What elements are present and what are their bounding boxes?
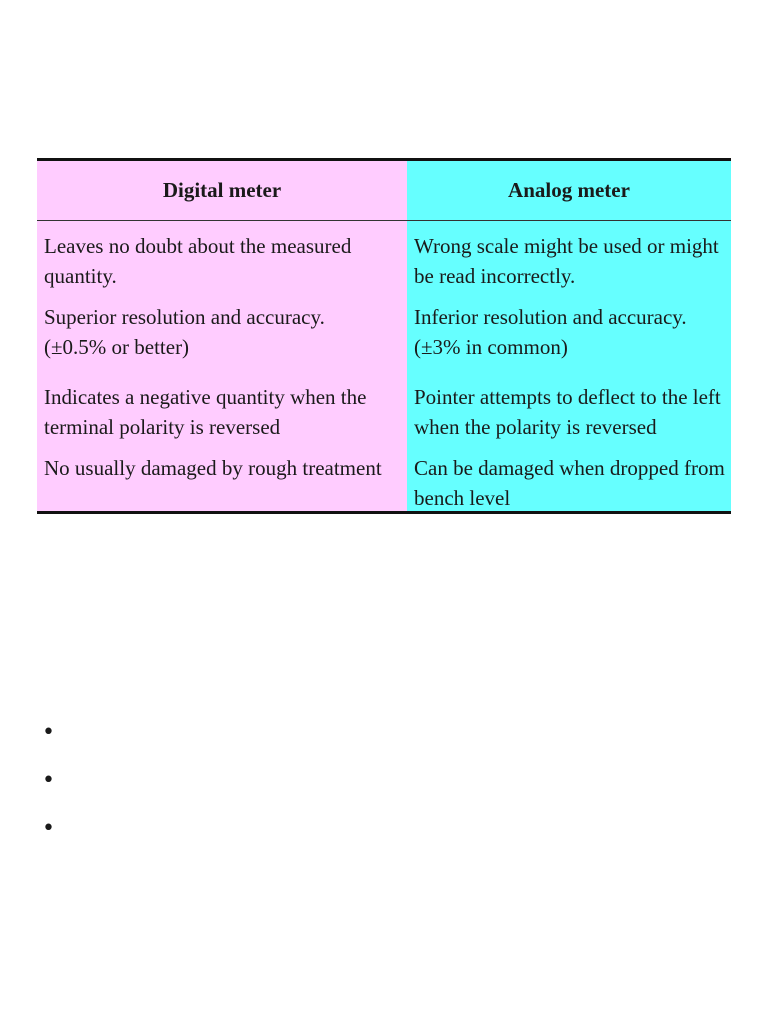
bullet-item bbox=[42, 770, 62, 818]
analog-cell-damage: Can be damaged when dropped from bench level bbox=[414, 456, 725, 510]
digital-meter-cells bbox=[37, 221, 407, 511]
comparison-table bbox=[37, 158, 731, 514]
analog-cell-polarity: Pointer attempts to deflect to the left when the polarity is reversed bbox=[414, 385, 721, 439]
digital-cell-resolution: Superior resolution and accuracy. (±0.5% or better) bbox=[44, 305, 325, 359]
bullet-marker: • bbox=[42, 816, 55, 841]
bullet-item bbox=[42, 722, 62, 770]
digital-cell-damage: No usually damaged by rough treatment bbox=[44, 456, 382, 480]
analog-cell-scale-reading: Wrong scale might be used or might be read incorrectly. bbox=[414, 234, 719, 288]
analog-meter-header: Analog meter bbox=[407, 161, 731, 221]
bullet-list bbox=[42, 722, 62, 866]
analog-meter-column bbox=[407, 161, 731, 511]
digital-cell-measured-quantity: Leaves no doubt about the measured quantity. bbox=[44, 234, 352, 288]
analog-cell-resolution: Inferior resolution and accuracy. (±3% in common) bbox=[414, 305, 687, 359]
bullet-marker: • bbox=[42, 768, 55, 793]
analog-meter-cells bbox=[407, 221, 731, 511]
bullet-item bbox=[42, 818, 62, 866]
digital-cell-polarity: Indicates a negative quantity when the terminal polarity is reversed bbox=[44, 385, 367, 439]
bullet-marker: • bbox=[42, 720, 55, 745]
digital-meter-header: Digital meter bbox=[37, 161, 407, 221]
digital-meter-column bbox=[37, 161, 407, 511]
